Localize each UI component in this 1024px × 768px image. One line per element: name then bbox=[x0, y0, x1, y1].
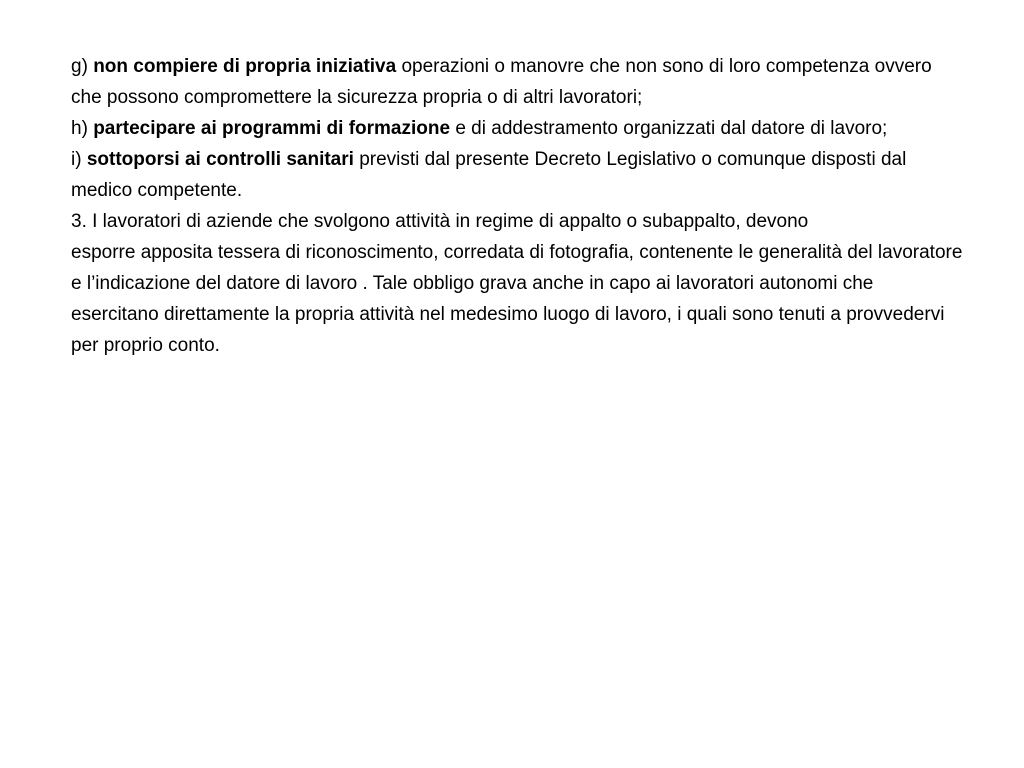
paragraph-3-body: esporre apposita tessera di riconoscimento, corredata di fotografia, contenente le generalità del lavoratore e l’indicazione del datore di lavoro . Tale obbligo grava anche in capo ai lavoratori autonomi che esercitano direttamente la propria attività nel medesimo luogo di lavoro, i quali sono tenuti a provvedervi per proprio conto. bbox=[71, 242, 963, 356]
item-g-text: operazioni o manovre che non sono di loro competenza ovvero che possono compromettere la sicurezza propria o di altri lavoratori; bbox=[71, 56, 932, 108]
paragraph-h bbox=[71, 113, 966, 144]
paragraph-g bbox=[71, 51, 966, 113]
item-g-prefix: g) bbox=[71, 56, 94, 77]
paragraph-3-heading: 3. I lavoratori di aziende che svolgono attività in regime di appalto o subappalto, devono bbox=[71, 211, 809, 232]
item-g-bold: non compiere di propria iniziativa bbox=[93, 56, 397, 77]
item-i-bold: sottoporsi ai controlli sanitari bbox=[86, 149, 354, 170]
item-i-prefix: i) bbox=[71, 149, 87, 170]
item-i-text: previsti dal presente Decreto Legislativo o comunque disposti dal medico competente. bbox=[71, 149, 907, 201]
item-h-bold: partecipare ai programmi di formazione bbox=[93, 118, 451, 139]
item-h-prefix: h) bbox=[71, 118, 94, 139]
item-h-text: e di addestramento organizzati dal datore di lavoro; bbox=[450, 118, 888, 139]
paragraph-i bbox=[71, 144, 966, 206]
slide-body bbox=[71, 51, 966, 361]
